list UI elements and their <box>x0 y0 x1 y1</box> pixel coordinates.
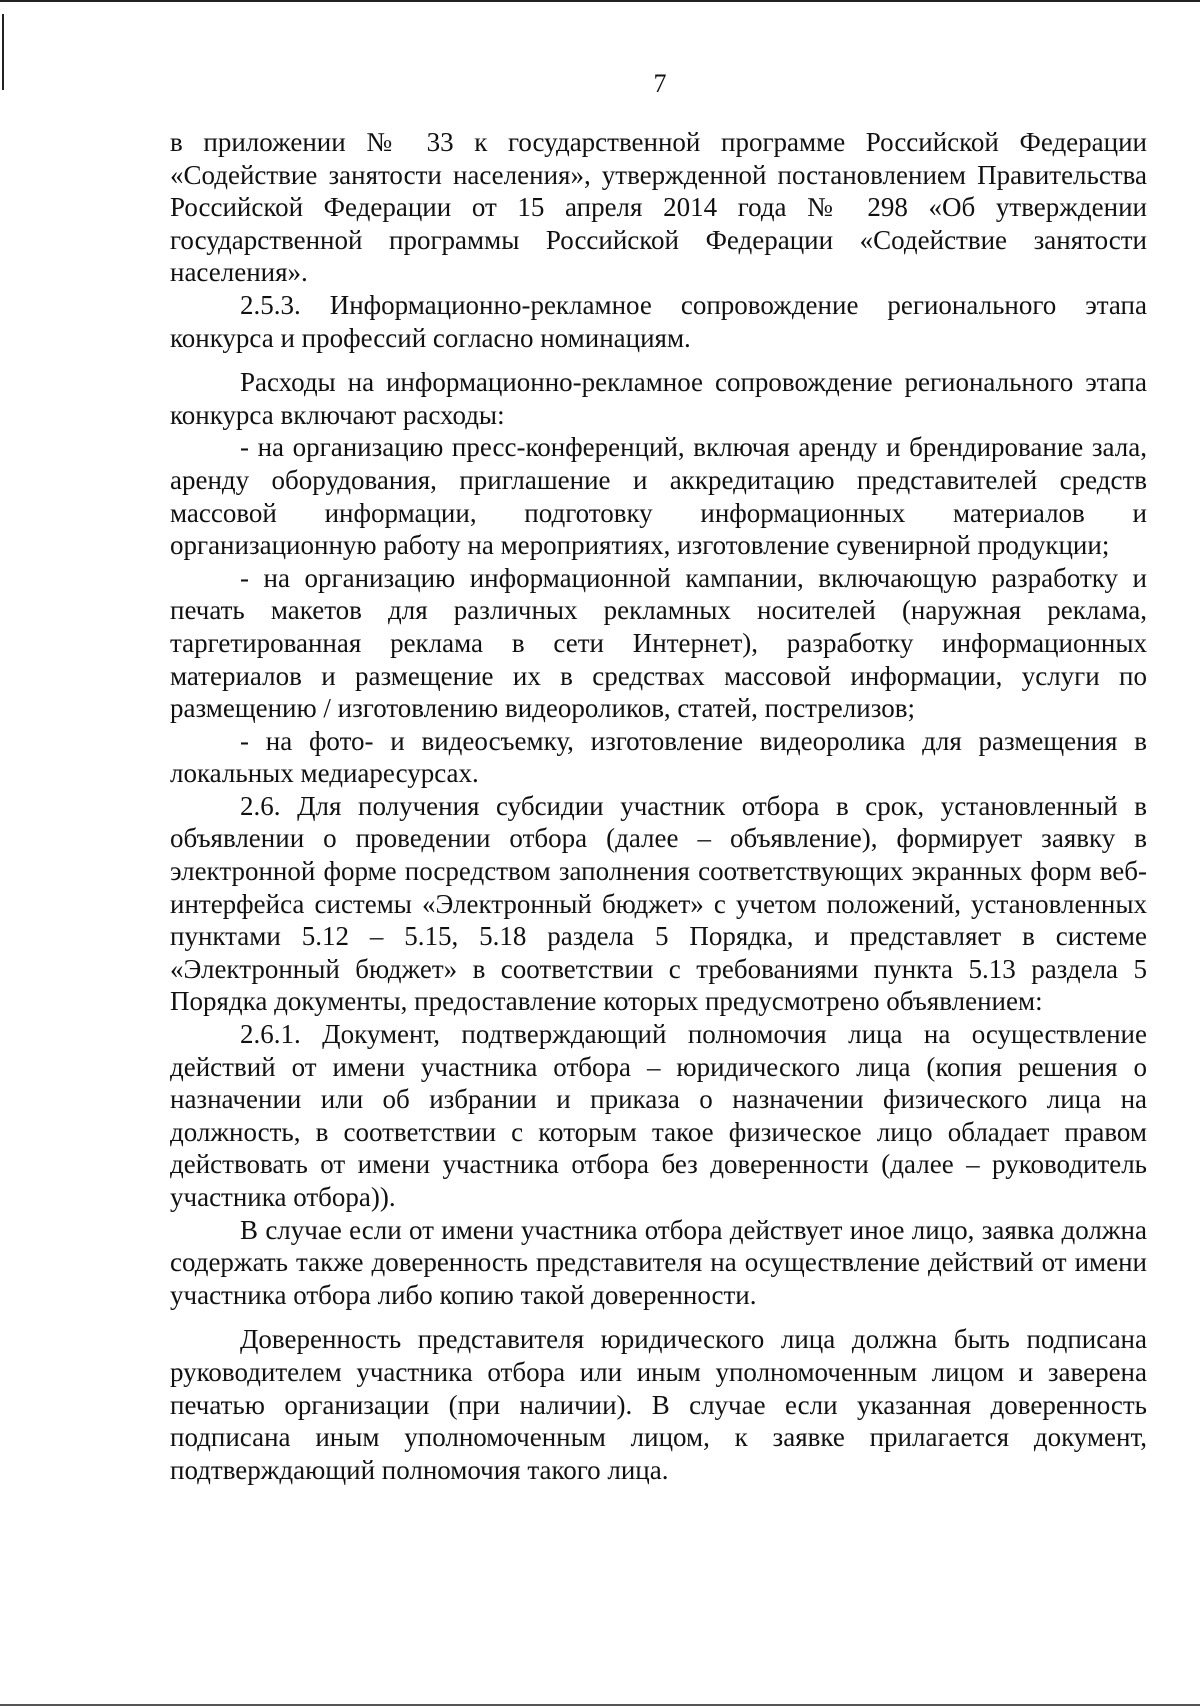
scan-edge-top <box>0 0 1200 2</box>
paragraph-5: - на организацию информационной кампании, включающую разработку и печать макетов для различных рекламных носителей (наружная реклама, таргетированная реклама в сети Интернет), разработку информационных материалов и размещение их в средствах массовой информации, услуги по размещению / изготовлению видеороликов, статей, пострелизов; <box>170 562 1147 724</box>
paragraph-2: 2.5.3. Информационно-рекламное сопровождение регионального этапа конкурса и профессий согласно номинациям. <box>170 289 1147 353</box>
paragraph-7: 2.6. Для получения субсидии участник отбора в срок, установленный в объявлении о проведении отбора (далее – объявление), формирует заявку в электронной форме посредством заполнения соответствующих экранных форм веб-интерфейса системы «Электронный бюджет» с учетом положений, установленных пунктами 5.12 – 5.15, 5.18 раздела 5 Порядка, и представляет в системе «Электронный бюджет» в соответствии с требованиями пункта 5.13 раздела 5 Порядка документы, предоставление которых предусмотрено объявлением: <box>170 790 1147 1017</box>
paragraph-4: - на организацию пресс-конференций, включая аренду и брендирование зала, аренду оборудования, приглашение и аккредитацию представителей средств массовой информации, подготовку информационных материалов и организационную работу на мероприятиях, изготовление сувенирной продукции; <box>170 432 1147 561</box>
paragraph-9: В случае если от имени участника отбора действует иное лицо, заявка должна содержать также доверенность представителя на осуществление действий от имени участника отбора либо копию такой доверенности. <box>170 1214 1147 1310</box>
paragraph-6: - на фото- и видеосъемку, изготовление видеоролика для размещения в локальных медиаресурсах. <box>170 725 1147 789</box>
paragraph-10: Доверенность представителя юридического лица должна быть подписана руководителем участника отбора или иным уполномоченным лицом и заверена печатью организации (при наличии). В случае если указанная доверенность подписана иным уполномоченным лицом, к заявке прилагается документ, подтверждающий полномочия такого лица. <box>170 1324 1147 1485</box>
page-number: 7 <box>653 69 667 98</box>
document-body <box>170 126 1147 1486</box>
paragraph-1: в приложении № 33 к государственной программе Российской Федерации «Содействие занятости населения», утвержденной постановлением Правительства Российской Федерации от 15 апреля 2014 года № 298 «Об утверждении государственной программы Российской Федерации «Содействие занятости населения». <box>170 127 1147 288</box>
paragraph-8: 2.6.1. Документ, подтверждающий полномочия лица на осуществление действий от имени участника отбора – юридического лица (копия решения о назначении или об избрании и приказа о назначении физического лица на должность, в соответствии с которым такое физическое лицо обладает правом действовать от имени участника отбора без доверенности (далее – руководитель участника отбора)). <box>170 1019 1147 1212</box>
paragraph-3: Расходы на информационно-рекламное сопровождение регионального этапа конкурса включают расходы: <box>170 367 1147 430</box>
